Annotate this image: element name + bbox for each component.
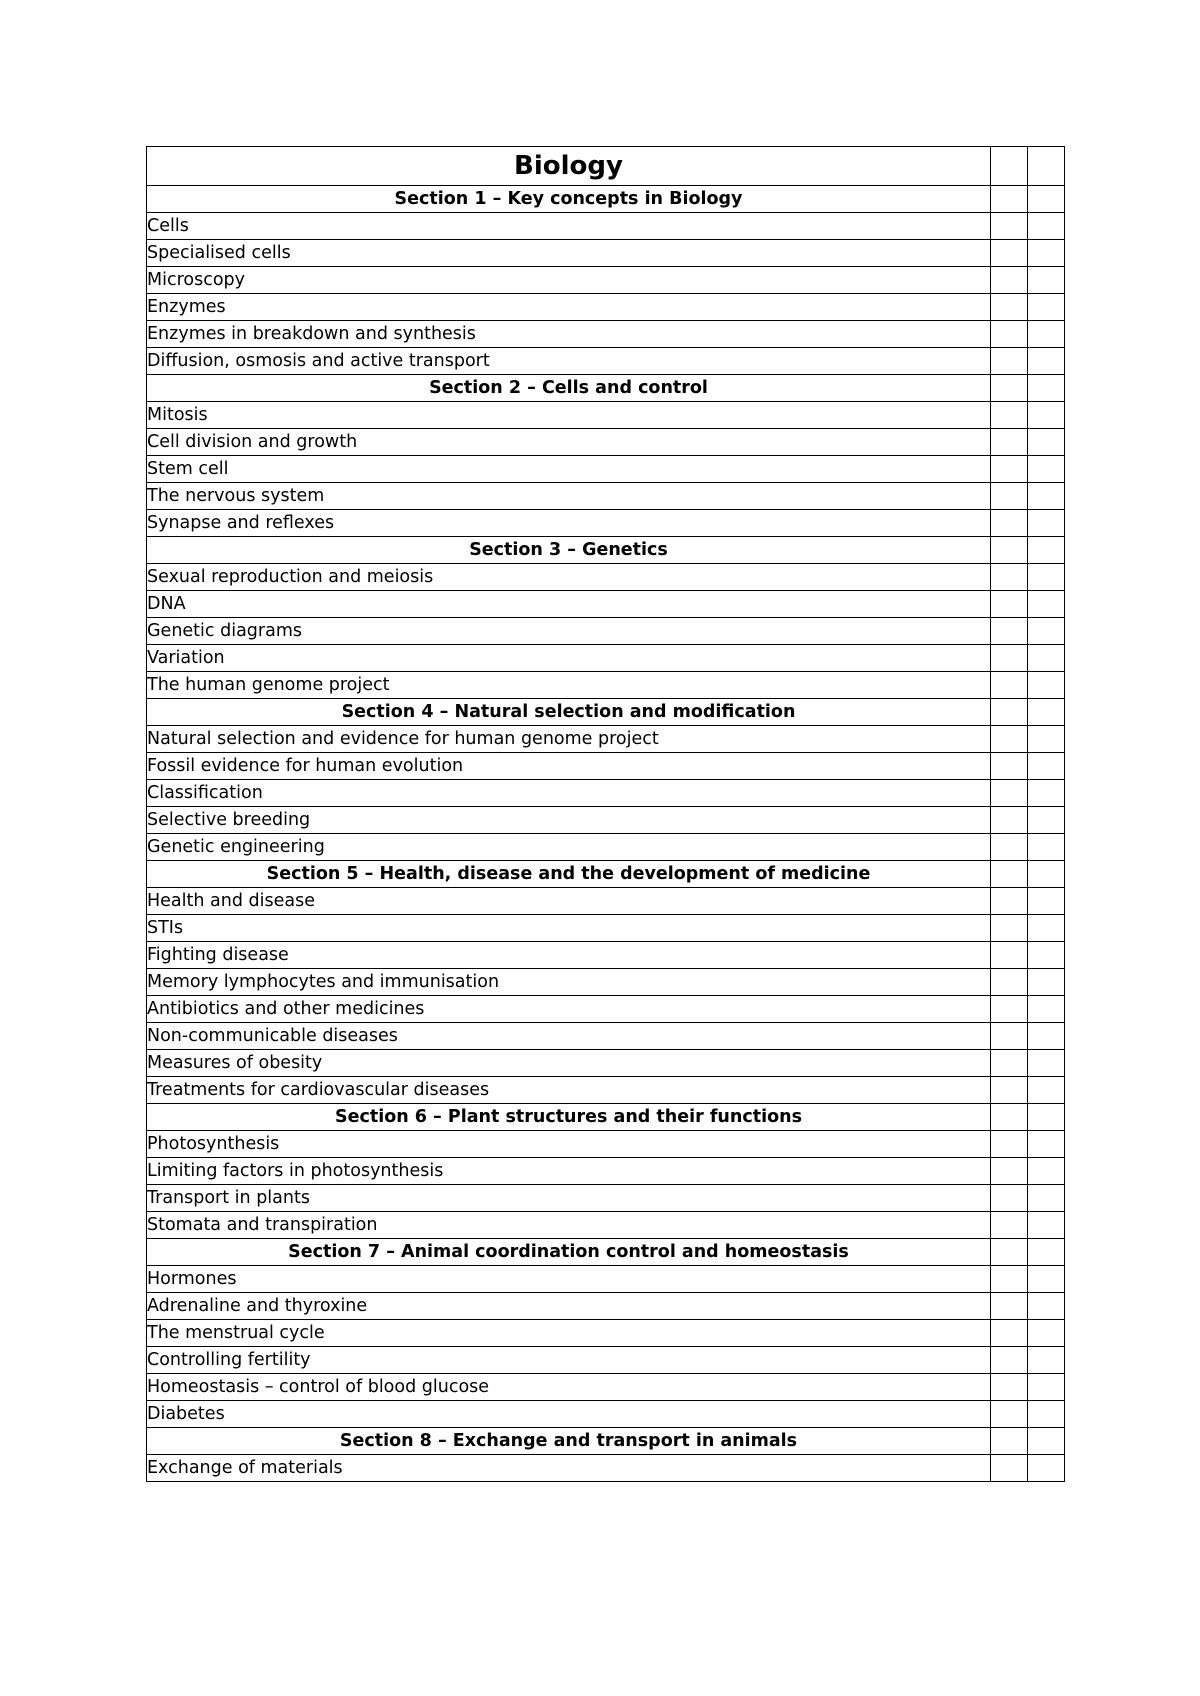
topic-check-box-2[interactable] — [1028, 456, 1065, 483]
topic-check-box-1[interactable] — [991, 402, 1028, 429]
section-heading-row — [147, 186, 1065, 213]
topic-check-box-1[interactable] — [991, 483, 1028, 510]
topic-row — [147, 969, 1065, 996]
topic-check-box-2[interactable] — [1028, 645, 1065, 672]
section-heading-row — [147, 1428, 1065, 1455]
topic-row — [147, 348, 1065, 375]
section-check-box-1 — [991, 1239, 1028, 1266]
topic-check-box-2[interactable] — [1028, 807, 1065, 834]
topic-check-box-2[interactable] — [1028, 753, 1065, 780]
section-check-box-1 — [991, 861, 1028, 888]
topic-check-box-2[interactable] — [1028, 1212, 1065, 1239]
topic-check-box-2[interactable] — [1028, 240, 1065, 267]
topic-check-box-2[interactable] — [1028, 1455, 1065, 1482]
section-heading: Section 1 – Key concepts in Biology — [147, 186, 991, 213]
topic-label: Hormones — [147, 1266, 991, 1293]
section-heading: Section 6 – Plant structures and their functions — [147, 1104, 991, 1131]
biology-checklist-table — [146, 146, 1065, 1482]
topic-check-box-1[interactable] — [991, 510, 1028, 537]
topic-label: Specialised cells — [147, 240, 991, 267]
section-heading-row — [147, 375, 1065, 402]
topic-label: Enzymes in breakdown and synthesis — [147, 321, 991, 348]
section-heading-row — [147, 1239, 1065, 1266]
topic-check-box-1[interactable] — [991, 834, 1028, 861]
topic-check-box-2[interactable] — [1028, 294, 1065, 321]
topic-check-box-1[interactable] — [991, 1266, 1028, 1293]
topic-label: Memory lymphocytes and immunisation — [147, 969, 991, 996]
section-check-box-1 — [991, 186, 1028, 213]
topic-check-box-2[interactable] — [1028, 1347, 1065, 1374]
topic-check-box-1[interactable] — [991, 1077, 1028, 1104]
topic-label: Stem cell — [147, 456, 991, 483]
section-check-box-1 — [991, 699, 1028, 726]
topic-row — [147, 1050, 1065, 1077]
topic-row — [147, 834, 1065, 861]
topic-check-box-1[interactable] — [991, 1293, 1028, 1320]
topic-label: Sexual reproduction and meiosis — [147, 564, 991, 591]
topic-check-box-2[interactable] — [1028, 1131, 1065, 1158]
topic-check-box-1[interactable] — [991, 213, 1028, 240]
topic-label: Stomata and transpiration — [147, 1212, 991, 1239]
title-row — [147, 147, 1065, 186]
section-heading: Section 2 – Cells and control — [147, 375, 991, 402]
topic-row — [147, 672, 1065, 699]
topic-row — [147, 591, 1065, 618]
topic-row — [147, 942, 1065, 969]
topic-check-box-1[interactable] — [991, 726, 1028, 753]
topic-check-box-2[interactable] — [1028, 402, 1065, 429]
topic-label: Fossil evidence for human evolution — [147, 753, 991, 780]
topic-check-box-1[interactable] — [991, 1131, 1028, 1158]
topic-check-box-1[interactable] — [991, 753, 1028, 780]
topic-row — [147, 456, 1065, 483]
topic-check-box-2[interactable] — [1028, 348, 1065, 375]
topic-check-box-1[interactable] — [991, 267, 1028, 294]
topic-label: Photosynthesis — [147, 1131, 991, 1158]
topic-check-box-2[interactable] — [1028, 915, 1065, 942]
topic-label: Treatments for cardiovascular diseases — [147, 1077, 991, 1104]
topic-row — [147, 645, 1065, 672]
topic-check-box-2[interactable] — [1028, 1158, 1065, 1185]
topic-label: The human genome project — [147, 672, 991, 699]
topic-label: Antibiotics and other medicines — [147, 996, 991, 1023]
topic-label: Non-communicable diseases — [147, 1023, 991, 1050]
topic-check-box-2[interactable] — [1028, 888, 1065, 915]
topic-check-box-1[interactable] — [991, 1212, 1028, 1239]
topic-row — [147, 294, 1065, 321]
topic-check-box-1[interactable] — [991, 429, 1028, 456]
topic-row — [147, 1212, 1065, 1239]
topic-row — [147, 1401, 1065, 1428]
topic-row — [147, 1023, 1065, 1050]
topic-row — [147, 1347, 1065, 1374]
title-check-box-2 — [1028, 147, 1065, 186]
topic-row — [147, 267, 1065, 294]
section-heading-row — [147, 1104, 1065, 1131]
section-heading: Section 5 – Health, disease and the development of medicine — [147, 861, 991, 888]
topic-check-box-2[interactable] — [1028, 618, 1065, 645]
topic-check-box-1[interactable] — [991, 1050, 1028, 1077]
topic-check-box-2[interactable] — [1028, 996, 1065, 1023]
topic-row — [147, 618, 1065, 645]
topic-check-box-2[interactable] — [1028, 1077, 1065, 1104]
topic-check-box-1[interactable] — [991, 1185, 1028, 1212]
topic-check-box-2[interactable] — [1028, 1023, 1065, 1050]
topic-label: Natural selection and evidence for human genome project — [147, 726, 991, 753]
topic-check-box-2[interactable] — [1028, 267, 1065, 294]
topic-check-box-2[interactable] — [1028, 942, 1065, 969]
topic-row — [147, 1455, 1065, 1482]
topic-label: Adrenaline and thyroxine — [147, 1293, 991, 1320]
topic-label: Measures of obesity — [147, 1050, 991, 1077]
topic-check-box-2[interactable] — [1028, 564, 1065, 591]
topic-check-box-1[interactable] — [991, 969, 1028, 996]
topic-row — [147, 429, 1065, 456]
section-check-box-2 — [1028, 537, 1065, 564]
topic-label: Classification — [147, 780, 991, 807]
topic-check-box-2[interactable] — [1028, 1293, 1065, 1320]
topic-check-box-2[interactable] — [1028, 510, 1065, 537]
topic-row — [147, 807, 1065, 834]
section-check-box-2 — [1028, 861, 1065, 888]
topic-row — [147, 1266, 1065, 1293]
topic-check-box-1[interactable] — [991, 888, 1028, 915]
topic-row — [147, 240, 1065, 267]
topic-row — [147, 1320, 1065, 1347]
topic-label: Cells — [147, 213, 991, 240]
topic-row — [147, 1131, 1065, 1158]
topic-check-box-2[interactable] — [1028, 1401, 1065, 1428]
topic-label: Variation — [147, 645, 991, 672]
topic-label: Health and disease — [147, 888, 991, 915]
section-heading-row — [147, 861, 1065, 888]
topic-check-box-1[interactable] — [991, 618, 1028, 645]
topic-check-box-1[interactable] — [991, 780, 1028, 807]
topic-row — [147, 564, 1065, 591]
section-check-box-1 — [991, 537, 1028, 564]
topic-label: Genetic engineering — [147, 834, 991, 861]
topic-check-box-2[interactable] — [1028, 429, 1065, 456]
topic-check-box-1[interactable] — [991, 1374, 1028, 1401]
topic-row — [147, 726, 1065, 753]
topic-check-box-2[interactable] — [1028, 672, 1065, 699]
topic-label: The nervous system — [147, 483, 991, 510]
topic-check-box-1[interactable] — [991, 1320, 1028, 1347]
topic-check-box-1[interactable] — [991, 1401, 1028, 1428]
topic-check-box-1[interactable] — [991, 294, 1028, 321]
section-heading: Section 7 – Animal coordination control and homeostasis — [147, 1239, 991, 1266]
topic-check-box-2[interactable] — [1028, 321, 1065, 348]
topic-check-box-1[interactable] — [991, 1158, 1028, 1185]
section-check-box-1 — [991, 1104, 1028, 1131]
topic-row — [147, 510, 1065, 537]
topic-check-box-2[interactable] — [1028, 1185, 1065, 1212]
topic-check-box-1[interactable] — [991, 591, 1028, 618]
topic-label: Diabetes — [147, 1401, 991, 1428]
topic-label: Genetic diagrams — [147, 618, 991, 645]
topic-label: Controlling fertility — [147, 1347, 991, 1374]
section-heading: Section 4 – Natural selection and modification — [147, 699, 991, 726]
topic-label: Mitosis — [147, 402, 991, 429]
section-heading-row — [147, 537, 1065, 564]
topic-check-box-2[interactable] — [1028, 591, 1065, 618]
topic-row — [147, 915, 1065, 942]
topic-row — [147, 1077, 1065, 1104]
topic-label: Cell division and growth — [147, 429, 991, 456]
topic-row — [147, 213, 1065, 240]
topic-check-box-2[interactable] — [1028, 1266, 1065, 1293]
topic-row — [147, 1293, 1065, 1320]
topic-check-box-1[interactable] — [991, 348, 1028, 375]
topic-label: Limiting factors in photosynthesis — [147, 1158, 991, 1185]
topic-check-box-1[interactable] — [991, 996, 1028, 1023]
topic-row — [147, 996, 1065, 1023]
topic-row — [147, 753, 1065, 780]
topic-check-box-1[interactable] — [991, 240, 1028, 267]
title-check-box-1 — [991, 147, 1028, 186]
topic-check-box-2[interactable] — [1028, 1374, 1065, 1401]
section-check-box-2 — [1028, 699, 1065, 726]
topic-label: Transport in plants — [147, 1185, 991, 1212]
topic-label: Diffusion, osmosis and active transport — [147, 348, 991, 375]
document-title: Biology — [147, 147, 991, 186]
topic-check-box-1[interactable] — [991, 942, 1028, 969]
section-heading-row — [147, 699, 1065, 726]
topic-row — [147, 1374, 1065, 1401]
topic-row — [147, 1158, 1065, 1185]
topic-check-box-1[interactable] — [991, 321, 1028, 348]
topic-label: Microscopy — [147, 267, 991, 294]
topic-check-box-2[interactable] — [1028, 213, 1065, 240]
topic-check-box-1[interactable] — [991, 672, 1028, 699]
topic-check-box-2[interactable] — [1028, 780, 1065, 807]
topic-row — [147, 402, 1065, 429]
topic-label: STIs — [147, 915, 991, 942]
section-check-box-1 — [991, 375, 1028, 402]
topic-label: The menstrual cycle — [147, 1320, 991, 1347]
section-check-box-2 — [1028, 186, 1065, 213]
topic-check-box-1[interactable] — [991, 645, 1028, 672]
section-heading: Section 8 – Exchange and transport in animals — [147, 1428, 991, 1455]
section-heading: Section 3 – Genetics — [147, 537, 991, 564]
topic-label: Exchange of materials — [147, 1455, 991, 1482]
topic-check-box-1[interactable] — [991, 456, 1028, 483]
topic-check-box-2[interactable] — [1028, 726, 1065, 753]
checklist-body — [147, 147, 1065, 1482]
topic-check-box-2[interactable] — [1028, 483, 1065, 510]
section-check-box-2 — [1028, 1428, 1065, 1455]
topic-row — [147, 888, 1065, 915]
topic-check-box-2[interactable] — [1028, 969, 1065, 996]
topic-label: Enzymes — [147, 294, 991, 321]
topic-label: Fighting disease — [147, 942, 991, 969]
topic-check-box-1[interactable] — [991, 564, 1028, 591]
topic-row — [147, 780, 1065, 807]
topic-check-box-2[interactable] — [1028, 1320, 1065, 1347]
topic-check-box-2[interactable] — [1028, 834, 1065, 861]
topic-check-box-1[interactable] — [991, 1455, 1028, 1482]
section-check-box-2 — [1028, 1239, 1065, 1266]
topic-row — [147, 1185, 1065, 1212]
topic-label: Synapse and reflexes — [147, 510, 991, 537]
section-check-box-2 — [1028, 375, 1065, 402]
topic-row — [147, 321, 1065, 348]
topic-label: DNA — [147, 591, 991, 618]
topic-check-box-1[interactable] — [991, 915, 1028, 942]
topic-check-box-1[interactable] — [991, 807, 1028, 834]
section-check-box-2 — [1028, 1104, 1065, 1131]
topic-row — [147, 483, 1065, 510]
topic-check-box-1[interactable] — [991, 1023, 1028, 1050]
section-check-box-1 — [991, 1428, 1028, 1455]
topic-label: Homeostasis – control of blood glucose — [147, 1374, 991, 1401]
topic-check-box-1[interactable] — [991, 1347, 1028, 1374]
topic-check-box-2[interactable] — [1028, 1050, 1065, 1077]
topic-label: Selective breeding — [147, 807, 991, 834]
